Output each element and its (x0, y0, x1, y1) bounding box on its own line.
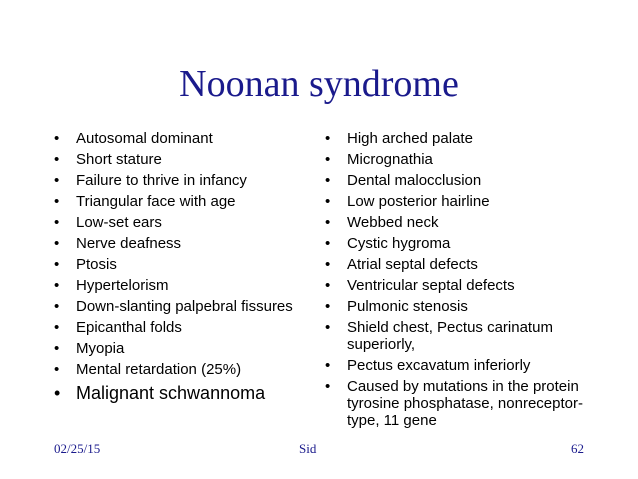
list-item (54, 193, 310, 210)
bullet-icon: • (54, 214, 60, 231)
bullet-icon: • (325, 357, 331, 374)
list-item-text: Autosomal dominant (76, 130, 213, 147)
slide-title: Noonan syndrome (179, 63, 459, 105)
list-item (54, 235, 310, 252)
list-item (54, 319, 310, 336)
bullet-icon: • (325, 172, 331, 189)
list-item (54, 277, 310, 294)
list-item (325, 130, 595, 147)
list-item-text: Mental retardation (25%) (76, 361, 242, 378)
right-bullet-list (325, 130, 595, 433)
bullet-icon: • (325, 235, 331, 252)
list-item (54, 214, 310, 231)
list-item (54, 151, 310, 168)
list-item-text: Ptosis (76, 256, 117, 273)
bullet-icon: • (54, 277, 60, 294)
list-item-text: Micrognathia (347, 151, 433, 168)
list-item-text: Pulmonic stenosis (347, 298, 468, 315)
list-item-text: Failure to thrive in infancy (76, 172, 247, 189)
list-item-text: Pectus excavatum inferiorly (347, 357, 531, 374)
list-item-text: Nerve deafness (76, 235, 182, 252)
list-item-text: Dental malocclusion (347, 172, 482, 189)
list-item (54, 172, 310, 189)
bullet-icon: • (54, 383, 61, 403)
bullet-icon: • (54, 256, 60, 273)
list-item-text: Caused by mutations in the protein tyrosine phosphatase, nonreceptor-type, 11 gene (347, 378, 583, 429)
bullet-icon: • (325, 277, 331, 294)
bullet-icon: • (54, 193, 60, 210)
bullet-icon: • (54, 298, 60, 315)
list-item (54, 361, 310, 378)
bullet-icon: • (325, 193, 331, 210)
list-item (54, 340, 310, 357)
list-item-text: Malignant schwannoma (76, 383, 266, 403)
list-item-text: Low-set ears (76, 214, 162, 231)
list-item-text: Down-slanting palpebral fissures (76, 298, 293, 315)
bullet-icon: • (325, 298, 331, 315)
bullet-icon: • (325, 378, 331, 395)
list-item (54, 256, 310, 273)
list-item-text: Triangular face with age (76, 193, 236, 210)
list-item (325, 256, 595, 273)
bullet-icon: • (54, 130, 60, 147)
footer-date: 02/25/15 (54, 441, 101, 456)
footer-author: Sid (299, 441, 317, 456)
list-item (325, 277, 595, 294)
list-item-text: Shield chest, Pectus carinatum superiorly, (347, 319, 553, 353)
list-item-text: Short stature (76, 151, 162, 168)
list-item-text: Ventricular septal defects (347, 277, 515, 294)
list-item (325, 151, 595, 168)
list-item (325, 357, 595, 374)
footer-page-number: 62 (571, 441, 584, 456)
bullet-icon: • (54, 319, 60, 336)
list-item-text: Epicanthal folds (76, 319, 182, 336)
bullet-icon: • (54, 172, 60, 189)
bullet-icon: • (54, 235, 60, 252)
list-item (325, 319, 595, 353)
list-item (325, 193, 595, 210)
bullet-icon: • (325, 151, 331, 168)
left-bullet-list (54, 130, 310, 408)
bullet-icon: • (54, 151, 60, 168)
bullet-icon: • (54, 340, 60, 357)
list-item-text: High arched palate (347, 130, 473, 147)
list-item (325, 298, 595, 315)
bullet-icon: • (325, 130, 331, 147)
list-item-text: Hypertelorism (76, 277, 169, 294)
list-item (54, 382, 310, 404)
list-item (325, 214, 595, 231)
bullet-icon: • (325, 214, 331, 231)
list-item-text: Atrial septal defects (347, 256, 478, 273)
list-item (54, 130, 310, 147)
list-item-text: Cystic hygroma (347, 235, 451, 252)
bullet-icon: • (325, 319, 331, 336)
list-item (325, 235, 595, 252)
list-item-text: Webbed neck (347, 214, 439, 231)
list-item-text: Low posterior hairline (347, 193, 490, 210)
list-item (54, 298, 310, 315)
bullet-icon: • (54, 361, 60, 378)
list-item (325, 172, 595, 189)
bullet-icon: • (325, 256, 331, 273)
list-item-text: Myopia (76, 340, 125, 357)
list-item (325, 378, 595, 429)
